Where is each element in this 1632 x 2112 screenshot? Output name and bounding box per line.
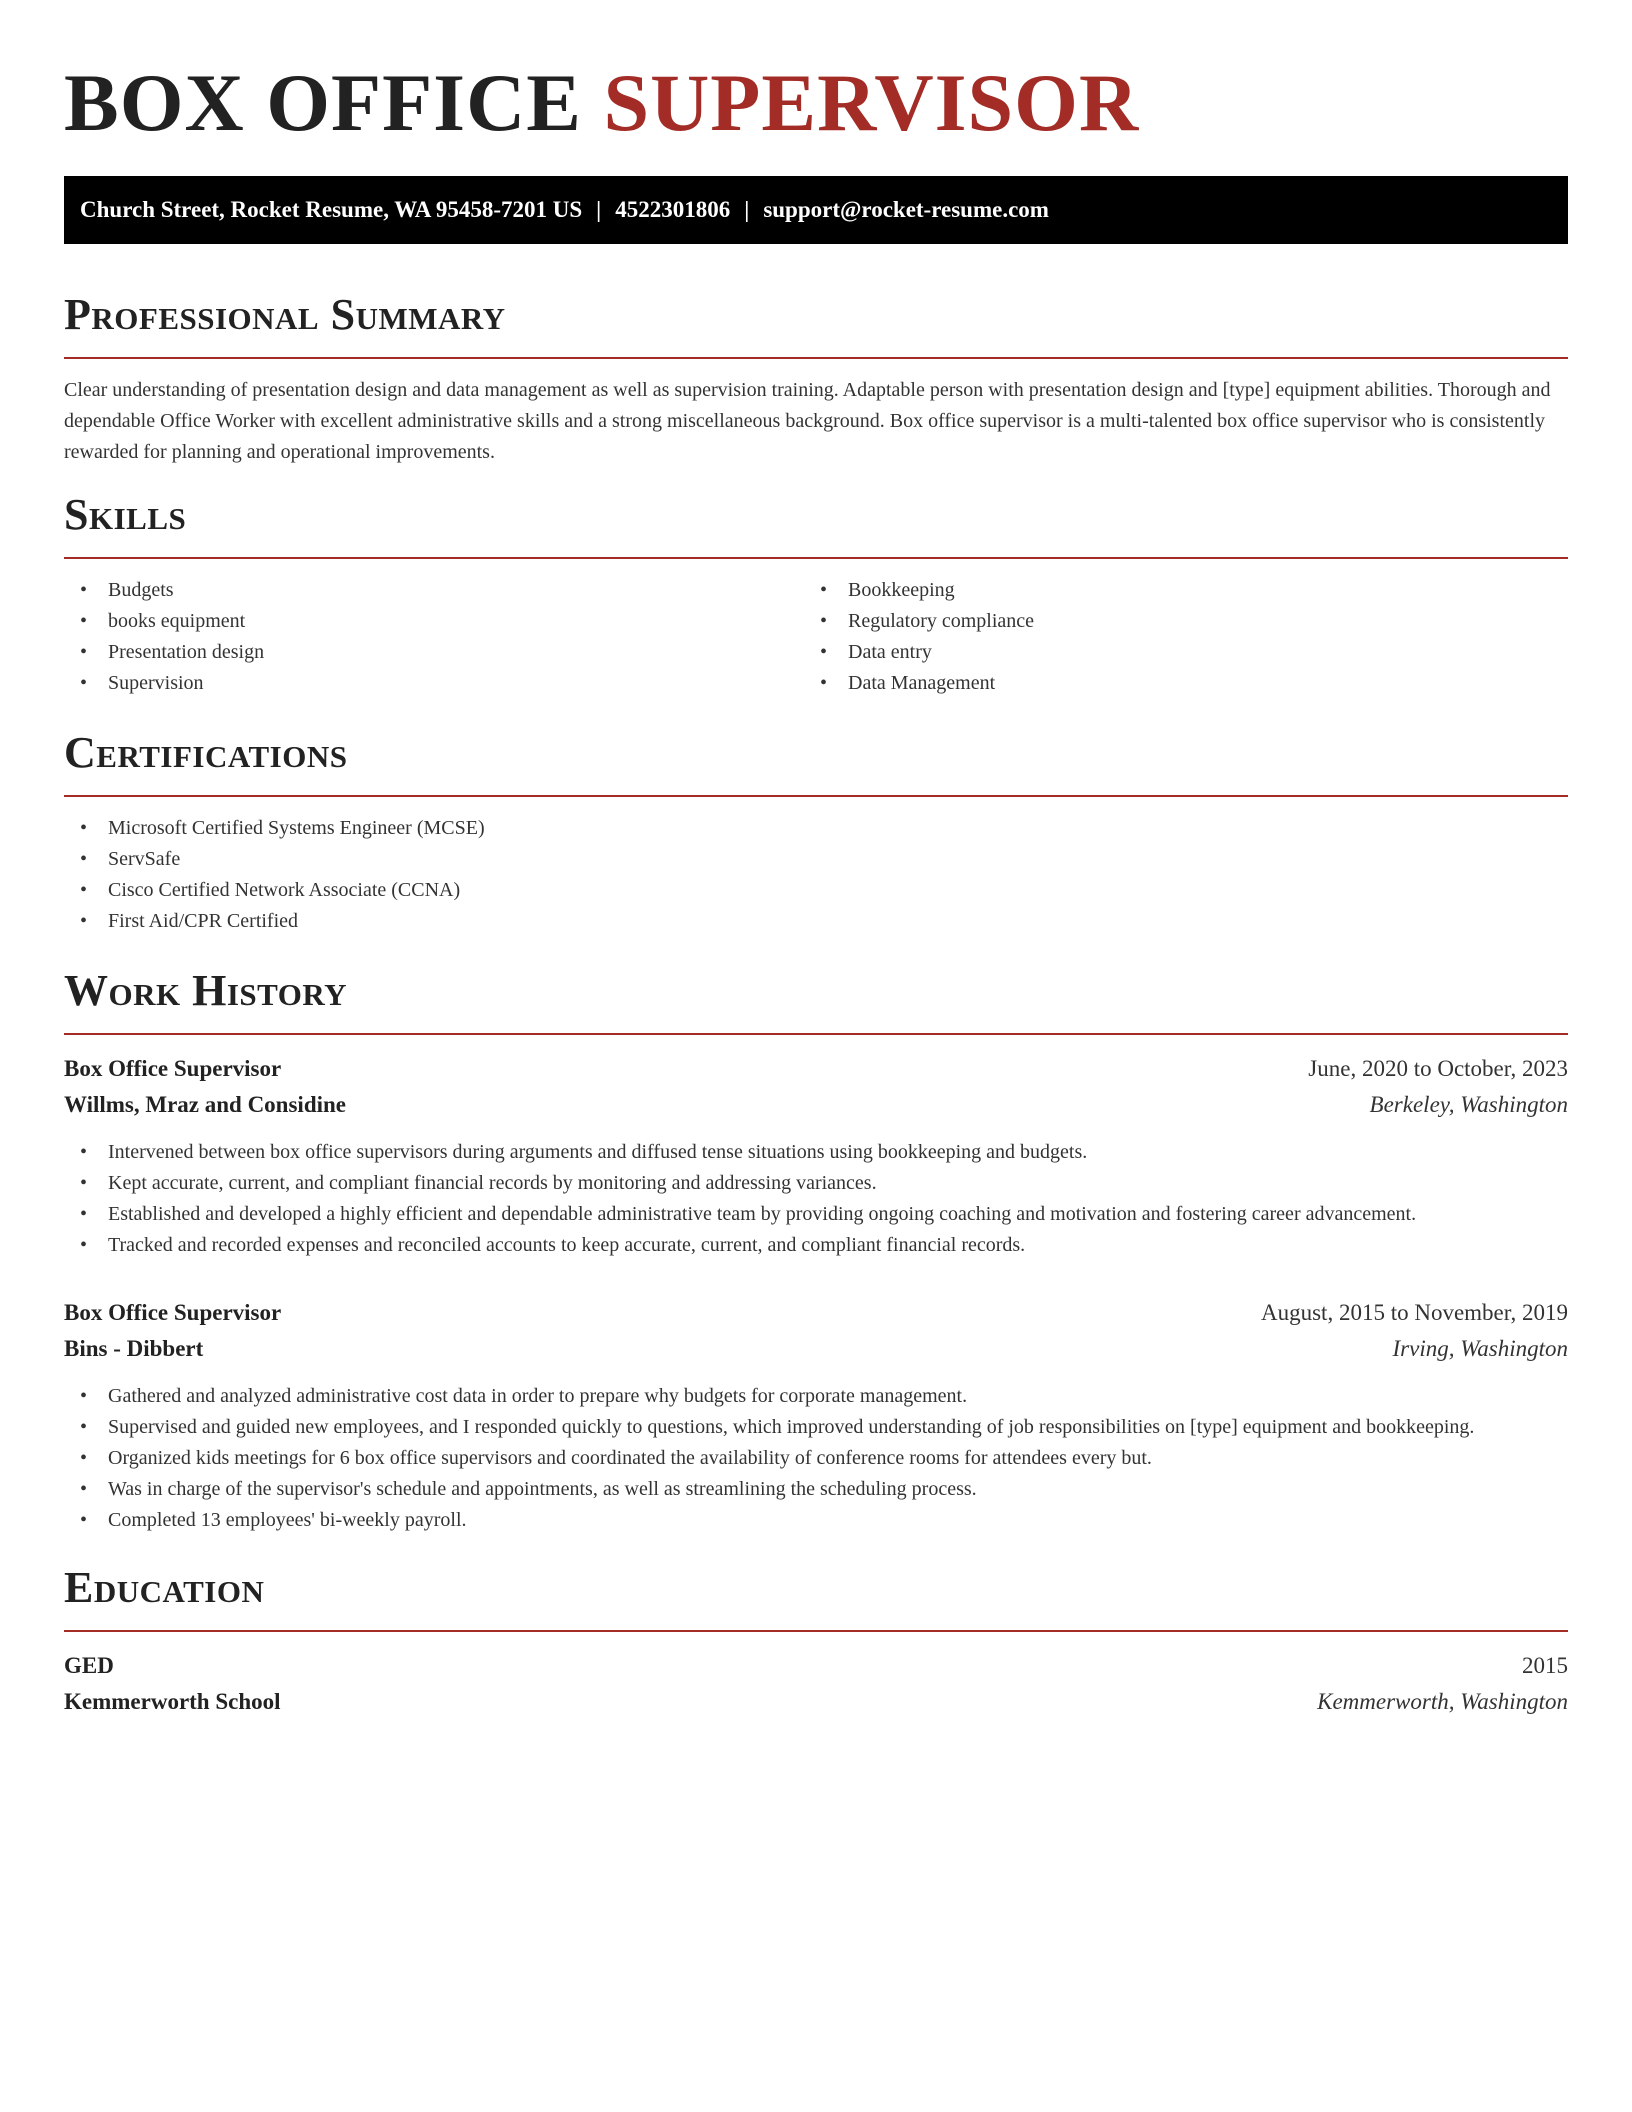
job-entry: [64, 1051, 1568, 1261]
skill-item: • books equipment: [64, 606, 804, 637]
job-bullets: [64, 1381, 1568, 1536]
certifications-section: [64, 727, 1568, 937]
job-location: Irving, Washington: [1392, 1336, 1568, 1361]
job-bullet: • Tracked and recorded expenses and reconciled accounts to keep accurate, current, and compliant financial records.: [64, 1230, 1568, 1261]
section-title-skills: Skills: [64, 490, 187, 539]
job-position: Box Office Supervisor: [64, 1056, 282, 1081]
job-bullet: • Organized kids meetings for 6 box office supervisors and coordinated the availability of conference rooms for attendees every but.: [64, 1443, 1568, 1474]
section-divider: [64, 1630, 1568, 1632]
skills-section: [64, 489, 1568, 699]
certification-item: • Microsoft Certified Systems Engineer (MCSE): [64, 813, 1568, 844]
certification-item: • Cisco Certified Network Associate (CCNA): [64, 875, 1568, 906]
contact-separator: |: [596, 197, 602, 222]
summary-section: [64, 289, 1568, 468]
education-section: [64, 1562, 1568, 1720]
section-divider: [64, 357, 1568, 359]
job-bullet: • Was in charge of the supervisor's schedule and appointments, as well as streamlining the scheduling process.: [64, 1474, 1568, 1505]
skill-item: • Data entry: [804, 637, 1544, 668]
resume-name: [64, 58, 1568, 148]
section-title-certifications: Certifications: [64, 728, 348, 777]
job-entry: [64, 1295, 1568, 1536]
job-header-row: [64, 1051, 1568, 1087]
work-history-section: [64, 965, 1568, 1536]
job-header-row: [64, 1295, 1568, 1331]
job-bullets: [64, 1137, 1568, 1261]
skills-list-right: [804, 575, 1544, 699]
skill-item: • Regulatory compliance: [804, 606, 1544, 637]
section-title-summary: Professional Summary: [64, 290, 506, 339]
education-header-row: [64, 1648, 1568, 1684]
job-company-row: [64, 1087, 1568, 1123]
skill-item: • Data Management: [804, 668, 1544, 699]
job-bullet: • Gathered and analyzed administrative cost data in order to prepare why budgets for corporate management.: [64, 1381, 1568, 1412]
education-location: Kemmerworth, Washington: [1317, 1689, 1568, 1714]
section-divider: [64, 557, 1568, 559]
skill-item: • Budgets: [64, 575, 804, 606]
job-location: Berkeley, Washington: [1369, 1092, 1568, 1117]
job-company: Willms, Mraz and Considine: [64, 1092, 346, 1117]
job-company: Bins - Dibbert: [64, 1336, 204, 1361]
job-dates: August, 2015 to November, 2019: [1261, 1300, 1568, 1325]
job-dates: June, 2020 to October, 2023: [1308, 1056, 1568, 1081]
skills-list-left: [64, 575, 804, 699]
contact-phone: 4522301806: [615, 197, 731, 222]
job-bullet: • Completed 13 employees' bi-weekly payroll.: [64, 1505, 1568, 1536]
skill-item: • Bookkeeping: [804, 575, 1544, 606]
resume-page: [64, 0, 1568, 1720]
certifications-list: [64, 813, 1568, 937]
section-divider: [64, 1033, 1568, 1035]
job-bullet: • Established and developed a highly efficient and dependable administrative team by providing ongoing coaching and motivation and fostering career advancement.: [64, 1199, 1568, 1230]
contact-address: Church Street, Rocket Resume, WA 95458-7201 US: [80, 197, 583, 222]
name-first: BOX OFFICE: [64, 57, 582, 148]
skill-item: • Presentation design: [64, 637, 804, 668]
contact-email: support@rocket-resume.com: [763, 197, 1049, 222]
name-second: SUPERVISOR: [603, 57, 1140, 148]
skill-item: • Supervision: [64, 668, 804, 699]
section-divider: [64, 795, 1568, 797]
job-bullet: • Supervised and guided new employees, and I responded quickly to questions, which improved understanding of job responsibilities on [type] equipment and bookkeeping.: [64, 1412, 1568, 1443]
certification-item: • First Aid/CPR Certified: [64, 906, 1568, 937]
contact-separator: |: [744, 197, 750, 222]
job-company-row: [64, 1331, 1568, 1367]
education-school: Kemmerworth School: [64, 1689, 281, 1714]
job-bullet: • Kept accurate, current, and compliant financial records by monitoring and addressing variances.: [64, 1168, 1568, 1199]
section-title-education: Education: [64, 1563, 265, 1612]
summary-text: Clear understanding of presentation design and data management as well as supervision training. Adaptable person with presentation design and [type] equipment abilities. Thorough and dependable Office Worker with excellent administrative skills and a strong miscellaneous background. Box office supervisor is a multi-talented box office supervisor who is consistently rewarded for planning and operational improvements.: [64, 379, 1551, 463]
section-title-work-history: Work History: [64, 966, 348, 1015]
education-entry: [64, 1648, 1568, 1720]
education-year: 2015: [1522, 1653, 1568, 1678]
education-school-row: [64, 1684, 1568, 1720]
certification-item: • ServSafe: [64, 844, 1568, 875]
skills-grid: [64, 575, 1568, 699]
contact-bar: [64, 176, 1568, 244]
job-bullet: • Intervened between box office supervisors during arguments and diffused tense situations using bookkeeping and budgets.: [64, 1137, 1568, 1168]
job-position: Box Office Supervisor: [64, 1300, 282, 1325]
education-degree: GED: [64, 1653, 114, 1678]
